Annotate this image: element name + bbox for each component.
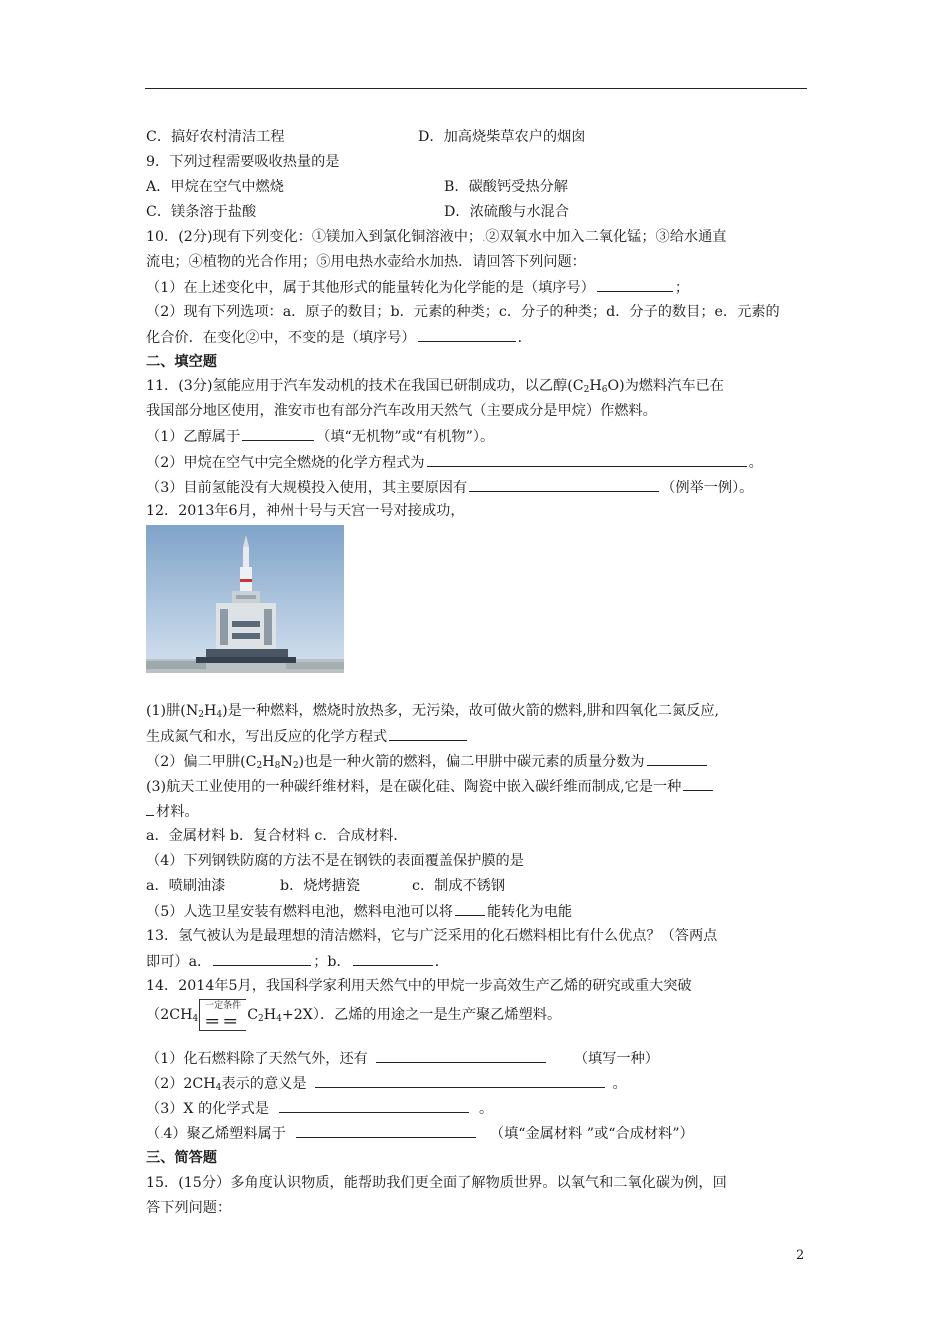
stray-dot-icon: . <box>482 233 486 244</box>
q14-part4: （.4）聚乙烯塑料属于 （填“金属材料 ”或“合成材料”） <box>146 1123 694 1146</box>
answer-blank[interactable] <box>418 327 516 342</box>
answer-blank[interactable] <box>647 751 707 766</box>
q12-part5: （5）人选卫星安装有燃料电池，燃料电池可以将 能转化为电能 <box>146 901 572 922</box>
q12-part4-options: a．喷刷油漆 b．烧烤搪瓷 c．制成不锈钢 <box>146 878 506 894</box>
q12-part2: （2）偏二甲肼(C2H8N2)也是一种火箭的燃料，偏二甲肼中碳元素的质量分数为 <box>146 751 709 776</box>
header-rule <box>145 88 807 89</box>
q9-options-ab: A．甲烷在空气中燃烧 B．碳酸钙受热分解 <box>146 179 568 195</box>
q10-part2-line2: 化合价．在变化②中，不变的是（填序号） ． <box>146 327 532 348</box>
q8-options: C．搞好农村清洁工程 D．加高烧柴草农户的烟囱 <box>146 129 586 145</box>
q10-stem-line1: 10．(2分)现有下列变化：①镁加入到氯化铜溶液中；.②双氧水中加入二氧化锰；③给水通直 <box>146 229 727 245</box>
answer-blank[interactable] <box>146 801 154 816</box>
q12-part4: （4）下列钢铁防腐的方法不是在钢铁的表面覆盖保护膜的是 <box>146 853 524 869</box>
stray-dot-icon: . <box>160 1130 164 1141</box>
answer-blank[interactable] <box>376 1048 546 1063</box>
q15-stem-line2: 答下列问题： <box>146 1200 232 1216</box>
answer-blank[interactable] <box>597 277 673 292</box>
q9-stem: 9．下列过程需要吸收热量的是 <box>146 154 340 170</box>
q11-part3: （3）目前氢能没有大规模投入使用，其主要原因有 （例举一例）。 <box>146 477 753 498</box>
q12-part3-line2: 材料。 <box>146 801 199 822</box>
q14-part3: （3）X 的化学式是 。 <box>146 1098 493 1119</box>
answer-blank[interactable] <box>469 477 659 492</box>
answer-blank[interactable] <box>427 452 747 467</box>
q12-part1-line1: (1)肼(N2H4)是一种燃料，燃烧时放热多，无污染，故可做火箭的燃料,肼和四氧化二氮反应, <box>146 703 720 720</box>
q12-part3-options: a．金属材料 b．复合材料 c．合成材料． <box>146 828 408 844</box>
answer-blank[interactable] <box>296 1123 476 1138</box>
answer-blank[interactable] <box>389 726 467 741</box>
q11-part2: （2）甲烷在空气中完全燃烧的化学方程式为 。 <box>146 452 763 473</box>
answer-blank[interactable] <box>455 901 485 916</box>
q11-part1: （1）乙醇属于 （填“无机物”或“有机物”）。 <box>146 426 494 447</box>
q14-stem: 14．2014年5月，我国科学家利用天然气中的甲烷一步高效生产乙烯的研究或重大突破 <box>146 978 692 994</box>
q13-stem: 13．氢气被认为是最理想的清洁燃料，它与广泛采用的化石燃料相比有什么优点？（答两点 <box>146 928 718 944</box>
rocket-launch-photo <box>146 525 344 673</box>
q10-part2-line1: （2）现有下列选项：a．原子的数目；b．元素的种类；c．分子的种类；d．分子的数目；e．元素的 <box>146 304 780 320</box>
q10-stem-line2: 流电；④植物的光合作用；⑤用电热水壶给水加热．请回答下列问题： <box>146 254 586 270</box>
page-number: 2 <box>796 1248 805 1263</box>
answer-blank[interactable] <box>213 951 311 966</box>
q14-part1: （1）化石燃料除了天然气外，还有 （填写一种） <box>146 1048 659 1069</box>
q14-part2: （2）2CH4表示的意义是 。 <box>146 1073 627 1098</box>
answer-blank[interactable] <box>353 951 433 966</box>
q15-stem-line1: 15．(15分）多角度认识物质，能帮助我们更全面了解物质世界。以氧气和二氧化碳为例，回 <box>146 1175 727 1191</box>
q9-options-cd: C．镁条溶于盐酸 D．浓硫酸与水混合 <box>146 204 569 220</box>
q12-part1-line2: 生成氮气和水，写出反应的化学方程式 <box>146 726 469 747</box>
answer-blank[interactable] <box>242 426 314 441</box>
section-title-fill-in: 二、填空题 <box>146 354 217 370</box>
q14-equation: （2CH4 一定条件 ＝＝ C2H4+2X）．乙烯的用途之一是生产聚乙烯塑料。 <box>146 1001 562 1031</box>
section-title-short-answer: 三、简答题 <box>146 1150 217 1166</box>
q12-part3-line1: (3)航天工业使用的一种碳纤维材料，是在碳化硅、陶瓷中嵌入碳纤维而制成,它是一种 <box>146 776 715 797</box>
q11-stem-line1: 11．(3分)氢能应用于汽车发动机的技术在我国已研制成功，以乙醇(C2H6O)为燃料汽车已在 <box>146 378 724 395</box>
q10-part1: （1）在上述变化中，属于其他形式的能量转化为化学能的是（填序号） ； <box>146 277 689 298</box>
q12-stem: 12．2013年6月，神州十号与天宫一号对接成功， <box>146 503 465 519</box>
q11-stem-line2: 我国部分地区使用，淮安市也有部分汽车改用天然气（主要成分是甲烷）作燃料。 <box>146 403 657 419</box>
answer-blank[interactable] <box>315 1073 605 1088</box>
q13-answers: 即可）a． ；b． ． <box>146 951 449 972</box>
reaction-condition-arrow: 一定条件 ＝＝ <box>199 999 246 1031</box>
answer-blank[interactable] <box>683 776 713 791</box>
answer-blank[interactable] <box>279 1098 469 1113</box>
